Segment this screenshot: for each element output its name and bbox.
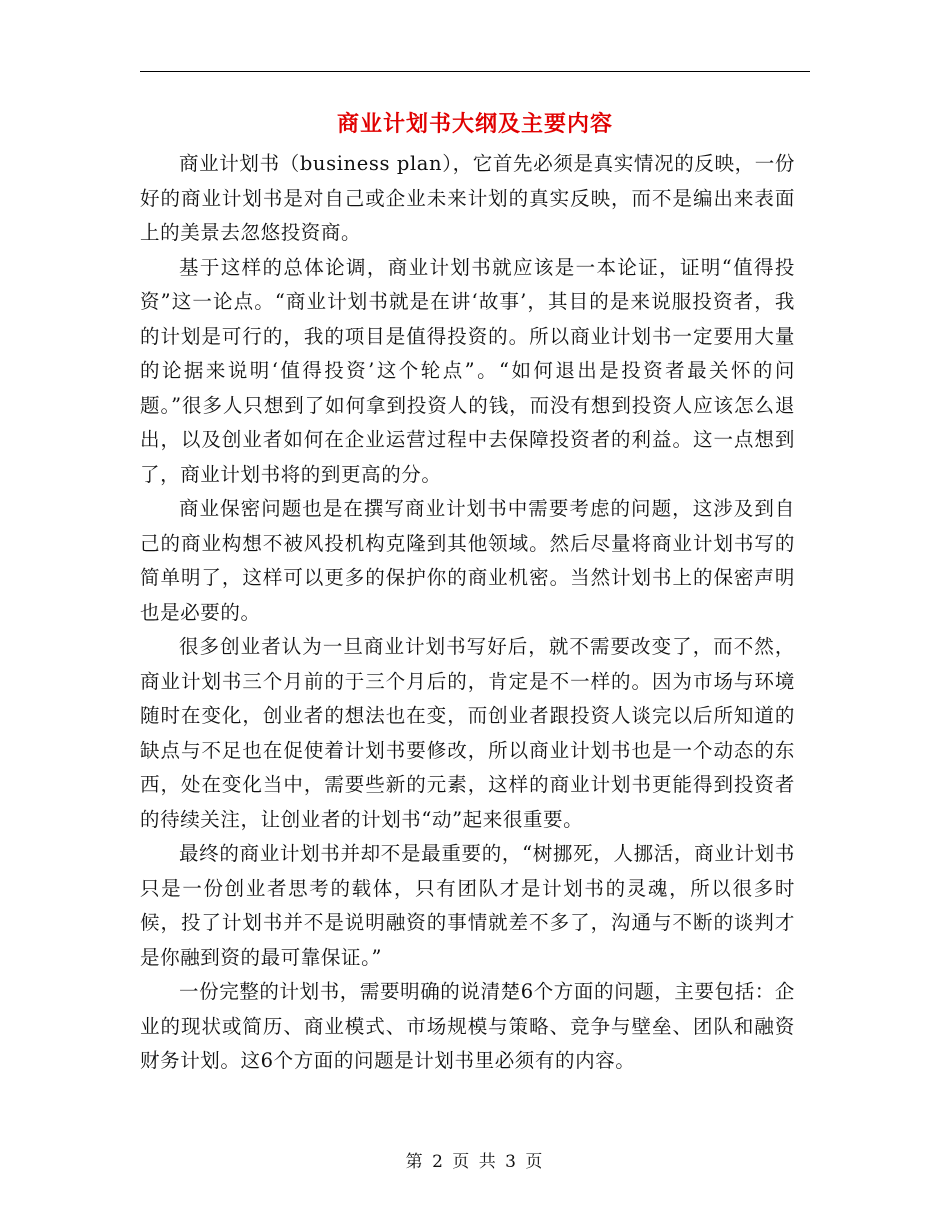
document-body: [140, 147, 795, 1079]
paragraph-5: 最终的商业计划书并却不是最重要的，“树挪死，人挪活，商业计划书只是一份创业者思考的载体，只有团队才是计划书的灵魂，所以很多时候，投了计划书并不是说明融资的事情就差不多了，沟通与不断的谈判才是你融到资的最可靠保证。”: [140, 842, 795, 969]
paragraph-3: 商业保密问题也是在撰写商业计划书中需要考虑的问题，这涉及到自己的商业构想不被风投机构克隆到其他领域。然后尽量将商业计划书写的简单明了，这样可以更多的保护你的商业机密。当然计划书上的保密声明也是必要的。: [140, 497, 795, 624]
paragraph-1: 商业计划书（business plan），它首先必须是真实情况的反映，一份好的商业计划书是对自己或企业未来计划的真实反映，而不是编出来表面上的美景去忽悠投资商。: [140, 152, 795, 244]
header-rule: [140, 71, 810, 72]
paragraph-2: 基于这样的总体论调，商业计划书就应该是一本论证，证明“值得投资”这一论点。“商业计划书就是在讲‘故事’，其目的是来说服投资者，我的计划是可行的，我的项目是值得投资的。所以商业计划书一定要用大量的论据来说明‘值得投资’这个轮点”。“如何退出是投资者最关怀的问题。”很多人只想到了如何拿到投资人的钱，而没有想到投资人应该怎么退出，以及创业者如何在企业运营过程中去保障投资者的利益。这一点想到了，商业计划书将的到更高的分。: [140, 255, 795, 486]
paragraph-4: 很多创业者认为一旦商业计划书写好后，就不需要改变了，而不然，商业计划书三个月前的于三个月后的，肯定是不一样的。因为市场与环境随时在变化，创业者的想法也在变，而创业者跟投资人谈完以后所知道的缺点与不足也在促使着计划书要修改，所以商业计划书也是一个动态的东西，处在变化当中，需要些新的元素，这样的商业计划书更能得到投资者的待续关注，让创业者的计划书“动”起来很重要。: [140, 635, 795, 831]
page-number: 第 2 页 共 3 页: [405, 1152, 545, 1172]
document-title: 商业计划书大纲及主要内容: [336, 111, 613, 137]
paragraph-6: 一份完整的计划书，需要明确的说清楚6个方面的问题，主要包括：企业的现状或简历、商业模式、市场规模与策略、竞争与壁垒、团队和融资财务计划。这6个方面的问题是计划书里必须有的内容。: [140, 980, 796, 1072]
